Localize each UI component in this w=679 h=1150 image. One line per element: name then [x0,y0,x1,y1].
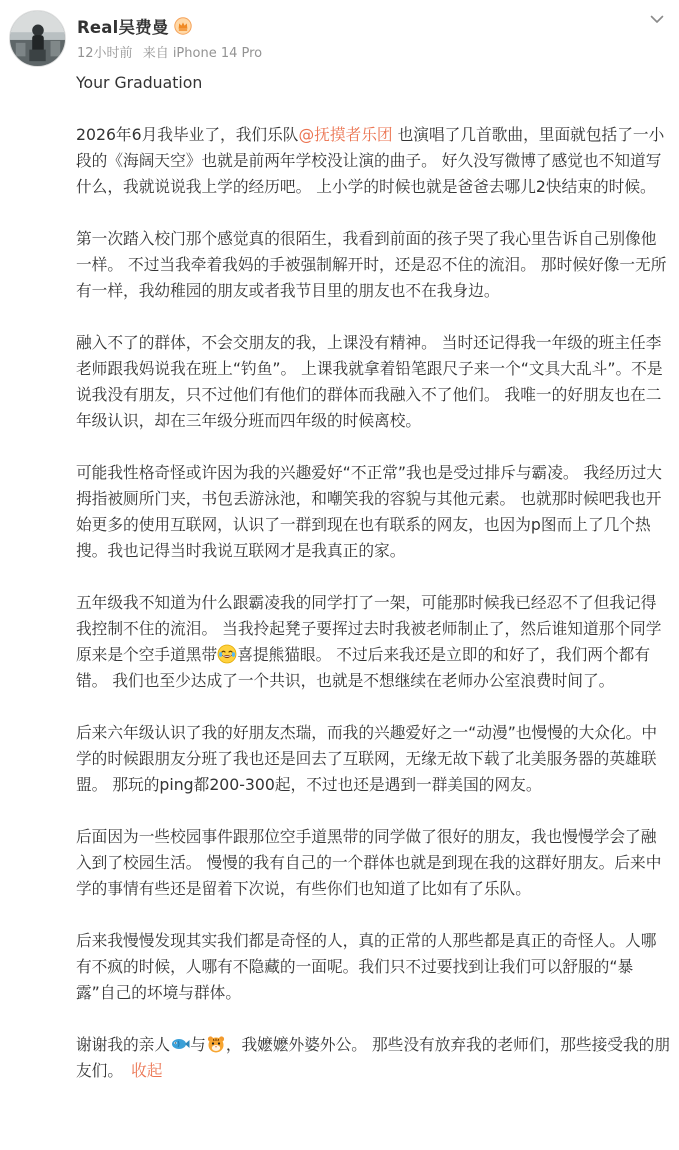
paragraph-9-text-c: ，我嬷嬷外婆外公。 那些没有放弃我的老师们，那些接受我的朋友们。 [76,1035,671,1080]
collapse-link[interactable]: 收起 [131,1061,163,1080]
paragraph-6: 后来六年级认识了我的好朋友杰瑞，而我的兴趣爱好之一“动漫”也慢慢的大众化。中学的时候跟朋友分班了我也还是回去了互联网，无缘无故下载了北美服务器的英雄联盟。 那玩的ping都200-300起，不过也还是遇到一群美国的网友。 [76,723,658,794]
paragraph-9-text-a: 谢谢我的亲人 [76,1035,171,1054]
paragraph-9-text-b: 与 [190,1035,206,1054]
crown-badge-icon[interactable] [174,17,192,35]
paragraph-2: 第一次踏入校门那个感觉真的很陌生，我看到前面的孩子哭了我心里告诉自己别像他一样。 不过当我牵着我妈的手被强制解开时，还是忍不住的流泪。 那时候好像一无所有一样，我幼稚园的朋友或者我节目里的朋友也不在我身边。 [76,229,667,300]
post-source: 来自 iPhone 14 Pro [142,46,263,61]
fish-emoji [170,1034,190,1054]
paragraph-9 [76,1032,672,1084]
paragraph-5 [76,590,672,694]
paragraph-8: 后来我慢慢发现其实我们都是奇怪的人，真的正常的人那些都是真正的奇怪人。人哪有不疯的时候，人哪有不隐藏的一面呢。我们只不过要找到让我们可以舒服的“暴露”自己的坏境与群体。 [76,931,657,1002]
avatar[interactable] [9,10,66,67]
tiger-emoji [206,1034,226,1054]
laughing-tears-emoji [217,644,237,664]
avatar-photo-icon [10,11,65,66]
post-title: Your Graduation [76,73,203,92]
post-content [76,70,672,1110]
post-time[interactable]: 12小时前 [77,46,133,61]
paragraph-1-text-b: 也演唱了几首歌曲，里面就包括了一小段的《海阔天空》也就是前两年学校没让演的曲子。 好久没写微博了感觉也不知道写什么，我就说说我上学的经历吧。 上小学的时候也就是爸爸去哪儿2快结束的时候。 [76,125,665,196]
paragraph-5-text-b: 喜提熊猫眼。 不过后来我还是立即的和好了，我们两个都有错。 我们也至少达成了一个共识，也就是不想继续在老师办公室浪费时间了。 [76,645,651,690]
post-meta [77,42,268,61]
paragraph-7: 后面因为一些校园事件跟那位空手道黑带的同学做了很好的朋友，我也慢慢学会了融入到了校园生活。 慢慢的我有自己的一个群体也就是到现在我的这群好朋友。后来中学的事情有些还是留着下次说，有些你们也知道了比如有了乐队。 [76,827,662,898]
mention-link[interactable]: @抚摸者乐团 [298,125,393,144]
paragraph-3: 融入不了的群体，不会交朋友的我，上课没有精神。 当时还记得我一年级的班主任李老师跟我妈说我在班上“钓鱼”。 上课我就拿着铅笔跟尺子来一个“文具大乱斗”。不是说我没有朋友，只不过他们有他们的群体而我融入不了他们。 我唯一的好朋友也在二年级认识，却在三年级分班而四年级的时候离校。 [76,333,663,430]
paragraph-1-text-a: 2026年6月我毕业了，我们乐队 [76,125,299,144]
paragraph-1 [76,122,672,200]
paragraph-4: 可能我性格奇怪或许因为我的兴趣爱好“不正常”我也是受过排斥与霸凌。 我经历过大拇指被厕所门夹，书包丢游泳池，和嘲笑我的容貌与其他元素。 也就那时候吧我也开始更多的使用互联网，认识了一群到现在也有联系的网友，也因为p图而上了几个热搜。我也记得当时我说互联网才是我真正的家。 [76,463,662,560]
username[interactable]: Real吴费曼 [77,18,169,37]
paragraph-5-text-a: 五年级我不知道为什么跟霸凌我的同学打了一架，可能那时候我已经忍不了但我记得我控制不住的流泪。 当我拎起凳子要挥过去时我被老师制止了，然后谁知道那个同学原来是个空手道黑带 [76,593,662,664]
chevron-down-icon[interactable] [649,11,665,27]
username-row [77,14,192,38]
